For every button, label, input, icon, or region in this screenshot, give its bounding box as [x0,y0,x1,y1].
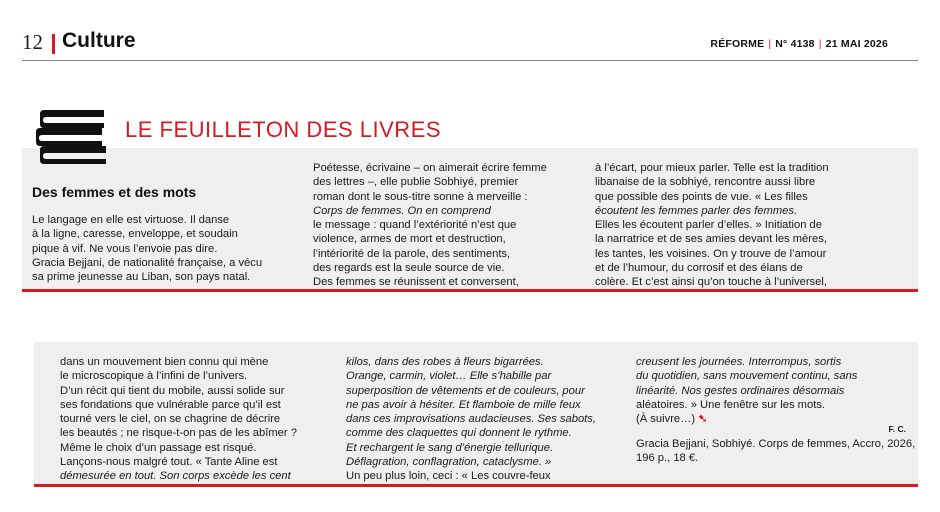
text-line: démesurée en tout. Son corps excède les cent [60,470,291,483]
reference-line: 196 p., 18 €. [636,452,699,465]
text-line: ses fondations que vulnérable parce qu’il est [60,398,281,411]
panel-rule-bottom [34,484,918,487]
section-title: Culture [62,29,136,52]
continued-arrow-icon: ➷ [698,413,708,426]
article-column-1 [32,213,262,284]
text-line: du quotidien, sans mouvement continu, sans [636,370,858,383]
text-line: Poétesse, écrivaine – on aimerait écrire femme [313,162,547,174]
text-line: des regards est la seule source de vie. [313,262,505,275]
text-line: Corps de femmes. On en comprend [313,204,491,217]
text-line: linéarité. Nos gestes ordinaires désormais [636,384,845,397]
text-line: Et rechargent le sang d’énergie tellurique. [346,441,554,454]
feature-label: LE FEUILLETON DES LIVRES [125,117,442,142]
text-line-continued: (À suivre…) ➷ [636,413,708,426]
text-line: dans un mouvement bien connu qui mène [60,356,269,368]
text-line: roman dont le sous-titre sonne à merveille : [313,190,528,203]
books-icon [32,108,116,172]
text-line: le microscopique à l’infini de l’univers. [60,370,248,383]
text-line: libanaise de la sobhiyé, rencontre aussi libre [595,176,816,189]
text-line: l’intériorité de la parole, des sentiments, [313,247,511,260]
text-line: Lançons-nous malgré tout. « Tante Aline est [60,456,278,469]
text-line: creusent les journées. Interrompus, sortis [636,356,842,368]
text-line: Gracia Bejjani, de nationalité française, a vécu [32,256,263,269]
text-line: des lettres –, elle publie Sobhiyé, premier [313,176,519,189]
text-line: comme des claquettes qui donnent le rythme. [346,427,572,440]
text-line: et de l’humour, du corrosif et des élans de [595,262,803,275]
text-line: Orange, carmin, violet… Elle s’habille par [346,370,552,383]
article-column-5 [346,355,596,484]
issue-number: N° 4138 [775,38,815,50]
book-reference [636,437,915,466]
text-line: dans ces improvisations audacieuses. Ses sabots, [346,413,596,426]
text-line: Même le choix d’un passage est risqué. [60,441,257,454]
header-rule [22,60,918,61]
text-line: D’un récit qui tient du mobile, aussi solide sur [60,384,285,397]
text-line: colère. Et c’est ainsi qu’on touche à l’universel, [595,276,827,289]
article-column-6 [636,355,857,426]
text-line: Déflagration, conflagration, cataclysme. » [346,456,552,469]
text-line: la narratrice et de ses amies devant les mères, [595,233,827,246]
text-line: le message : quand l’extériorité n’est que [313,219,517,232]
page-number: 12 [22,30,43,54]
text-line: écoutent les femmes parler des femmes. [595,204,798,217]
reference-line: Gracia Bejjani, Sobhiyé. Corps de femmes, Accro, 2026, [636,438,916,450]
author-byline: F. C. [888,424,906,434]
text-line: sa prime jeunesse au Liban, son pays natal. [32,271,251,284]
article-title: Des femmes et des mots [32,184,197,200]
text-line: tourné vers le ciel, on se chagrine de décrire [60,413,281,426]
publication-info: RÉFORME | N° 4138 | 21 MAI 2026 [710,38,888,50]
text-line: kilos, dans des robes à fleurs bigarrées. [346,356,544,368]
text-line: aléatoires. » Une fenêtre sur les mots. [636,398,826,411]
text-line: à la ligne, caresse, enveloppe, et soudain [32,228,238,241]
text-line: Elles les écoutent parler d’elles. » Initiation de [595,219,822,232]
text-line: les beautés ; ne risque-t-on pas de les abîmer ? [60,427,297,440]
text-line: pique à vif. Ne vous l’envoie pas dire. [32,242,218,255]
text-line: les tantes, les voisines. On y trouve de l’amour [595,247,827,260]
text-line: superposition de vêtements et de couleurs, pour [346,384,585,397]
text-line: Des femmes se réunissent et conversent, [313,276,519,289]
page-header [22,28,918,58]
article-column-2 [313,161,547,290]
publication-name: RÉFORME [710,38,765,50]
text-line: violence, armes de mort et destruction, [313,233,506,246]
text-line: à l’écart, pour mieux parler. Telle est la tradition [595,162,829,174]
text-line: ne pas avoir à hésiter. Et flamboie de mille feux [346,398,581,411]
article-column-3 [595,161,829,290]
text-line: Le langage en elle est virtuose. Il danse [32,214,230,226]
header-divider [52,34,55,54]
issue-date: 21 MAI 2026 [825,38,888,50]
text-line: Un peu plus loin, ceci : « Les couvre-feux [346,470,551,483]
article-column-4 [60,355,297,484]
text-line: que possible des points de vue. « Les filles [595,190,808,203]
